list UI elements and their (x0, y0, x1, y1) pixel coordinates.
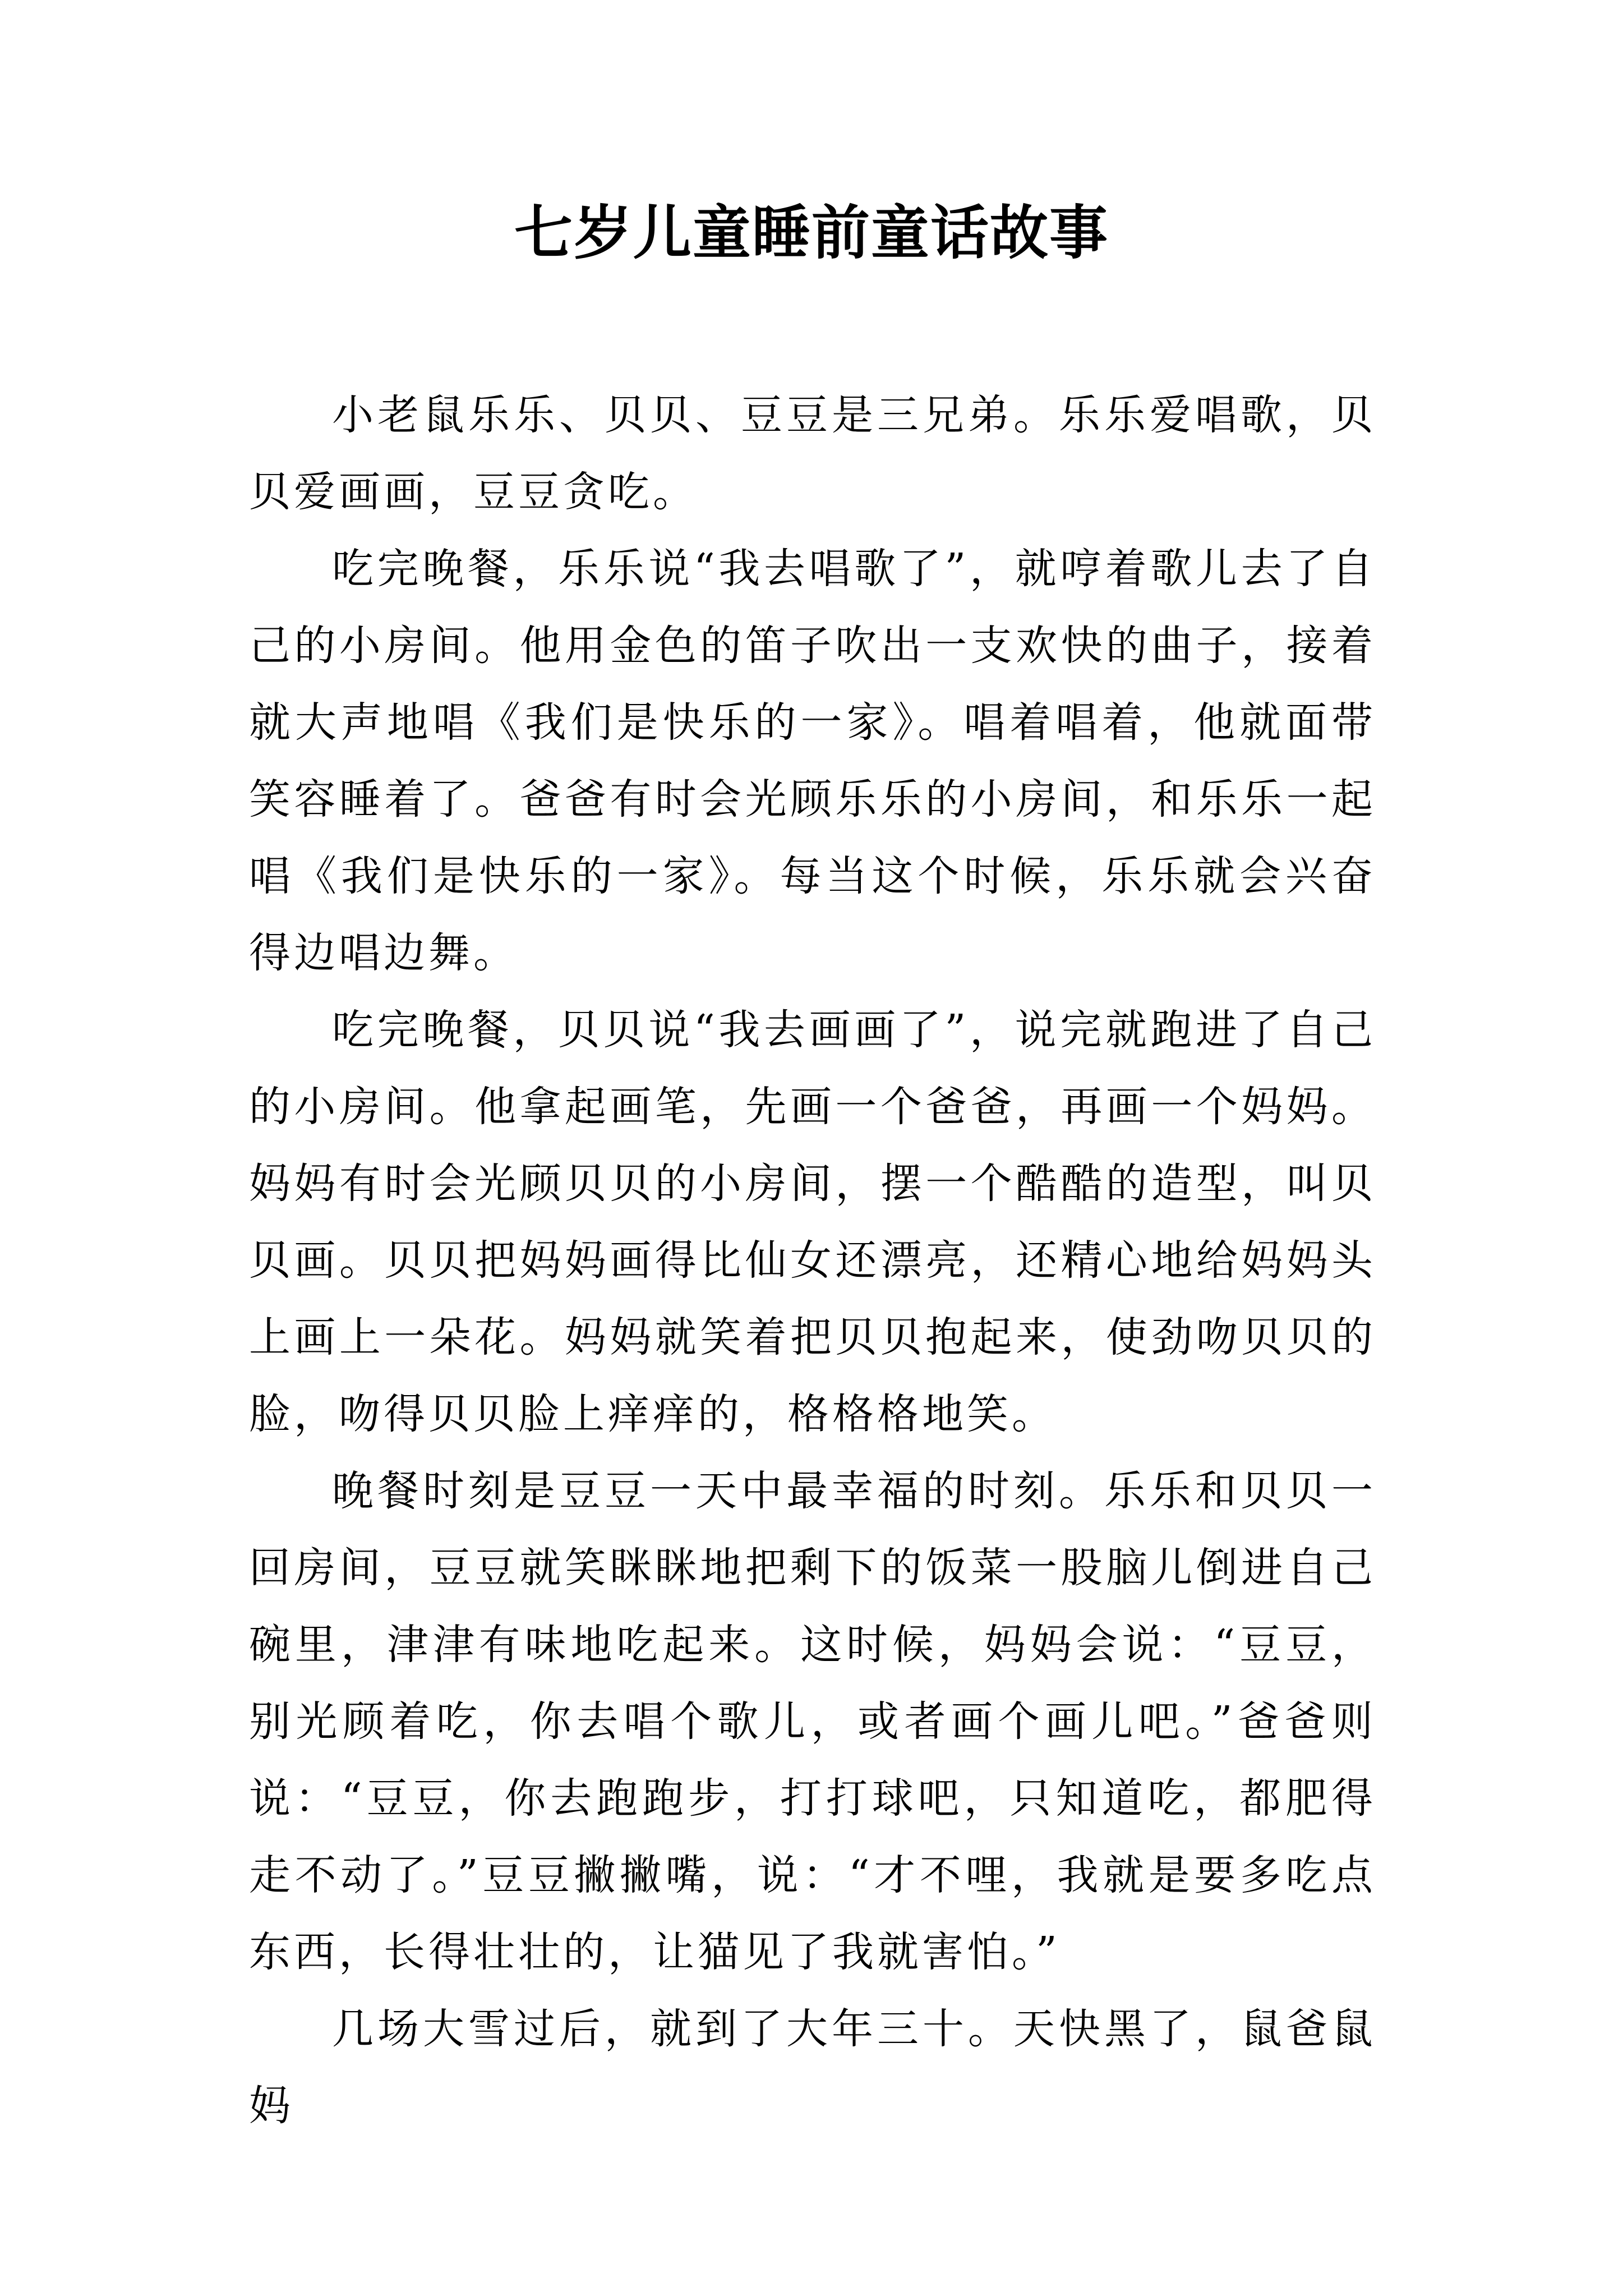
paragraph-1: 小老鼠乐乐、贝贝、豆豆是三兄弟。乐乐爱唱歌，贝贝爱画画，豆豆贪吃。 (249, 391, 1376, 516)
document-title: 七岁儿童睡前童话故事 (514, 198, 1109, 267)
paragraph-5: 几场大雪过后，就到了大年三十。天快黑了，鼠爸鼠妈 (249, 2005, 1376, 2130)
paragraph-2: 吃完晚餐，乐乐说“我去唱歌了”，就哼着歌儿去了自己的小房间。他用金色的笛子吹出一支欢快的曲子，接着就大声地唱《我们是快乐的一家》。唱着唱着，他就面带笑容睡着了。爸爸有时会光顾乐乐的小房间，和乐乐一起唱《我们是快乐的一家》。每当这个时候，乐乐就会兴奋得边唱边舞。 (249, 545, 1376, 977)
paragraph-3: 吃完晚餐，贝贝说“我去画画了”，说完就跑进了自己的小房间。他拿起画笔，先画一个爸爸，再画一个妈妈。妈妈有时会光顾贝贝的小房间，摆一个酷酷的造型，叫贝贝画。贝贝把妈妈画得比仙女还漂亮，还精心地给妈妈头上画上一朵花。妈妈就笑着把贝贝抱起来，使劲吻贝贝的脸，吻得贝贝脸上痒痒的，格格格地笑。 (249, 1006, 1376, 1438)
paragraph-4: 晚餐时刻是豆豆一天中最幸福的时刻。乐乐和贝贝一回房间，豆豆就笑眯眯地把剩下的饭菜一股脑儿倒进自己碗里，津津有味地吃起来。这时候，妈妈会说：“豆豆，别光顾着吃，你去唱个歌儿，或者画个画儿吧。”爸爸则说：“豆豆，你去跑跑步，打打球吧，只知道吃，都肥得走不动了。”豆豆撇撇嘴，说：“才不哩，我就是要多吃点东西，长得壮壮的，让猫见了我就害怕。” (249, 1467, 1376, 1976)
document-body (249, 377, 1376, 2145)
